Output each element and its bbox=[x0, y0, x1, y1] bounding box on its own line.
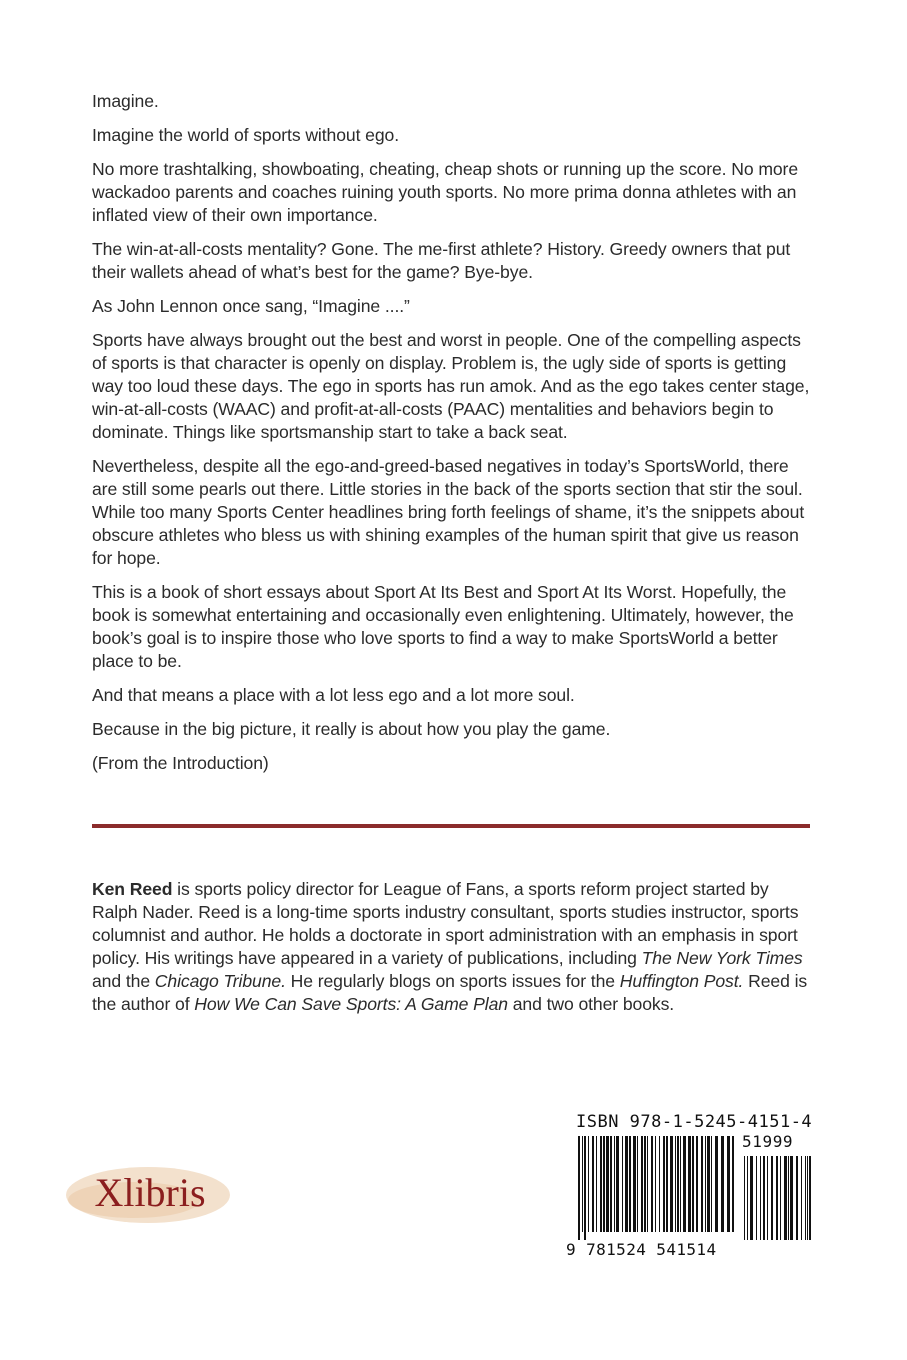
bio-text: Reed is the author of bbox=[92, 971, 808, 1014]
blurb-paragraph: And that means a place with a lot less ego and a lot more soul. bbox=[92, 685, 575, 705]
bio-text: and the bbox=[92, 971, 155, 991]
blurb-paragraph: (From the Introduction) bbox=[92, 753, 269, 773]
blurb-paragraph: Sports have always brought out the best and worst in people. One of the compelling aspects of sports is that character is openly on display. Problem is, the ugly side of sports is getting way too loud these days. The ego in sports has run amok. And as the ego takes center stage, win-at-all-costs (WAAC) and profit-at-all-costs (PAAC) mentalities and behaviors begin to dominate. Things like sportsmanship start to take a back seat. bbox=[92, 330, 810, 442]
bio-italic: How We Can Save Sports: A Game Plan bbox=[194, 994, 508, 1014]
barcode-bars-icon bbox=[566, 1136, 814, 1240]
ean-number: 9 781524 541514 bbox=[566, 1240, 717, 1259]
publisher-logo bbox=[64, 1160, 232, 1226]
blurb-paragraph: Because in the big picture, it really is about how you play the game. bbox=[92, 719, 611, 739]
bio-text: and two other books. bbox=[507, 994, 675, 1014]
isbn-barcode bbox=[566, 1112, 814, 1262]
price-code: 51999 bbox=[742, 1132, 794, 1151]
logo-text: Xlibris bbox=[94, 1170, 206, 1215]
blurb-paragraph: As John Lennon once sang, “Imagine ....” bbox=[92, 296, 410, 316]
blurb-paragraph: Imagine the world of sports without ego. bbox=[92, 125, 399, 145]
divider-rule bbox=[92, 824, 810, 828]
blurb-paragraph: Imagine. bbox=[92, 91, 159, 111]
blurb-paragraph: Nevertheless, despite all the ego-and-greed-based negatives in today’s SportsWorld, there are still some pearls out there. Little stories in the back of the sports section that stir the soul. While too many Sports Center headlines bring forth feelings of shame, it’s the snippets about obscure athletes who bless us with shining examples of the human spirit that give us reason for hope. bbox=[92, 456, 805, 568]
blurb-paragraph: No more trashtalking, showboating, cheating, cheap shots or running up the score. No more wackadoo parents and coaches ruining youth sports. No more prima donna athletes with an inflated view of their own importance. bbox=[92, 159, 799, 225]
bio-italic: Chicago Tribune. bbox=[154, 971, 286, 991]
blurb-text bbox=[92, 90, 814, 786]
bio-text: He regularly blogs on sports issues for the bbox=[285, 971, 620, 991]
author-name: Ken Reed bbox=[92, 879, 173, 899]
bio-italic: Huffington Post. bbox=[619, 971, 744, 991]
isbn-label: ISBN 978-1-5245-4151-4 bbox=[576, 1112, 813, 1132]
blurb-paragraph: This is a book of short essays about Sport At Its Best and Sport At Its Worst. Hopefully, the book is somewhat entertaining and occasionally even enlightening. Ultimately, however, the book’s goal is to inspire those who love sports to find a way to make SportsWorld a better place to be. bbox=[92, 582, 794, 671]
blurb-paragraph: The win-at-all-costs mentality? Gone. The me-first athlete? History. Greedy owners that put their wallets ahead of what’s best for the game? Bye-bye. bbox=[92, 239, 791, 282]
bio-italic: The New York Times bbox=[641, 948, 803, 968]
author-bio bbox=[92, 878, 814, 1016]
bio-text: is sports policy director for League of Fans, a sports reform project started by Ralph Nader. Reed is a long-time sports industry consultant, sports studies instructor, sports columnist and author. He holds a doctorate in sport administration with an emphasis in sport policy. His writings have appeared in a variety of publications, including bbox=[92, 879, 799, 968]
